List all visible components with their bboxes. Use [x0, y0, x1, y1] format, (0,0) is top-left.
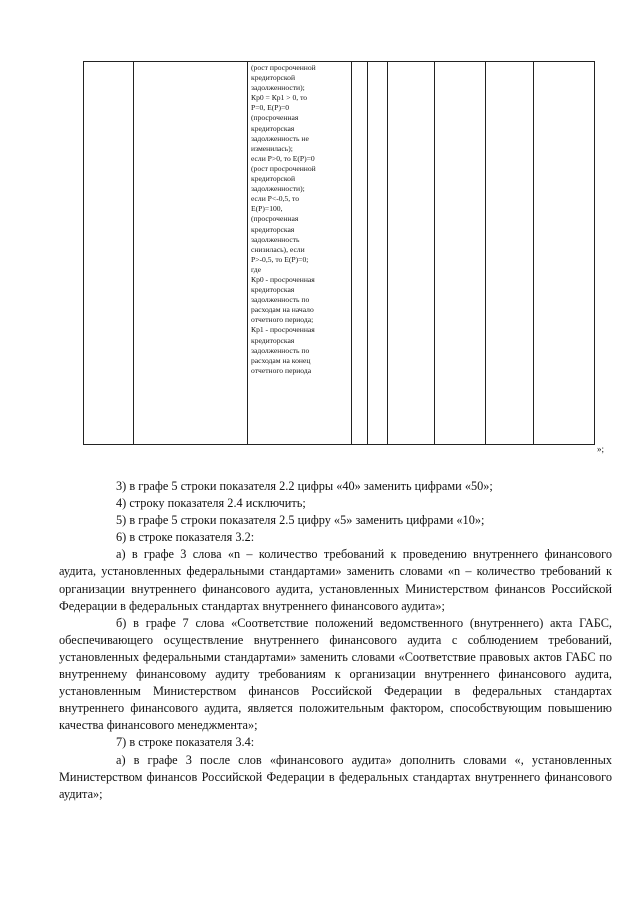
formula-line: где	[251, 264, 261, 274]
formula-line: Р>-0,5, то Е(Р)=0;	[251, 254, 309, 264]
formula-line: Е(Р)=100,	[251, 204, 283, 214]
formula-line: задолженность	[251, 234, 300, 244]
paragraph: 3) в графе 5 строки показателя 2.2 цифры «40» заменить цифрами «50»;	[116, 479, 493, 493]
formula-line: Кр0 = Кр1 > 0, то	[251, 93, 308, 103]
formula-line: отчетного периода	[251, 365, 312, 375]
formula-line: расходам на начало	[251, 305, 314, 315]
table-cell	[352, 62, 368, 445]
formula-line: изменилась);	[251, 143, 293, 153]
formula-line: задолженность не	[251, 133, 309, 143]
formula-line: задолженность по	[251, 295, 310, 305]
formula-line: (просроченная	[251, 113, 299, 123]
formula-cell	[248, 62, 352, 445]
formula-line: Кр0 - просроченная	[251, 274, 315, 284]
table-cell	[368, 62, 388, 445]
formula-line: задолженность по	[251, 345, 310, 355]
table-cell	[534, 62, 595, 445]
formula-line: кредиторской	[251, 73, 296, 83]
paragraph: а) в графе 3 после слов «финансового аудита» дополнить словами «, установленных Министерством финансов Российской Федерации в федеральных стандартах внутреннего финансового аудита»;	[59, 752, 612, 801]
formula-line: задолженности);	[251, 184, 305, 194]
paragraph: 6) в строке показателя 3.2:	[116, 530, 255, 545]
table-cell	[435, 62, 486, 445]
formula-line: если Р>0, то Е(Р)=0	[251, 153, 315, 163]
table-row	[84, 62, 595, 445]
paragraph: 4) строку показателя 2.4 исключить;	[116, 496, 306, 511]
formula-line: (просроченная	[251, 214, 299, 224]
table-cell	[486, 62, 534, 445]
table-cell	[388, 62, 435, 445]
table-cell	[84, 62, 134, 445]
paragraph: б) в графе 7 слова «Соответствие положений ведомственного (внутреннего) акта ГАБС, обеспечивающего осуществление внутреннего финансового аудита с соблюдением требований, установленных федеральными стандартами» заменить словами «Соответствие правовых актов ГАБС по внутреннему финансовому аудиту требованиям к организации внутреннего финансового аудита, установленным Министерством финансов Российской Федерации в федеральных стандартах внутреннего финансового аудита, является положительным фактором, способствующим повышению качества финансового менеджмента»;	[59, 615, 612, 733]
formula-line: снизилась), если	[251, 244, 305, 254]
formula-line: отчетного периода;	[251, 315, 314, 325]
formula-line: Кр1 - просроченная	[251, 325, 315, 335]
amendments-text	[59, 478, 612, 803]
formula-line: если Р<-0,5, то	[251, 194, 300, 204]
formula-line: Р=0, Е(Р)=0	[251, 103, 290, 113]
paragraph: 5) в графе 5 строки показателя 2.5 цифру «5» заменить цифрами «10»;	[116, 513, 485, 528]
formula-line: кредиторская	[251, 285, 295, 295]
formula-line: задолженности);	[251, 83, 305, 93]
formula-line: кредиторская	[251, 224, 295, 234]
formula-line: (рост просроченной	[251, 163, 316, 173]
formula-line: кредиторская	[251, 123, 295, 133]
formula-line: расходам на конец	[251, 355, 311, 365]
formula-line: кредиторская	[251, 335, 295, 345]
indicator-table	[83, 61, 595, 445]
paragraph: 7) в строке показателя 3.4:	[116, 735, 255, 750]
table-closing-quote: »;	[597, 444, 605, 454]
table-cell	[134, 62, 248, 445]
formula-line: кредиторской	[251, 174, 296, 184]
formula-line: (рост просроченной	[251, 63, 316, 72]
paragraph: а) в графе 3 слова «n – количество требований к проведению внутреннего финансового аудита, установленных федеральными стандартами» заменить словами «n – количество требований к организации внутреннего финансового аудита, установленных Министерством финансов Российской Федерации в федеральных стандартах внутреннего финансового аудита»;	[59, 547, 612, 613]
